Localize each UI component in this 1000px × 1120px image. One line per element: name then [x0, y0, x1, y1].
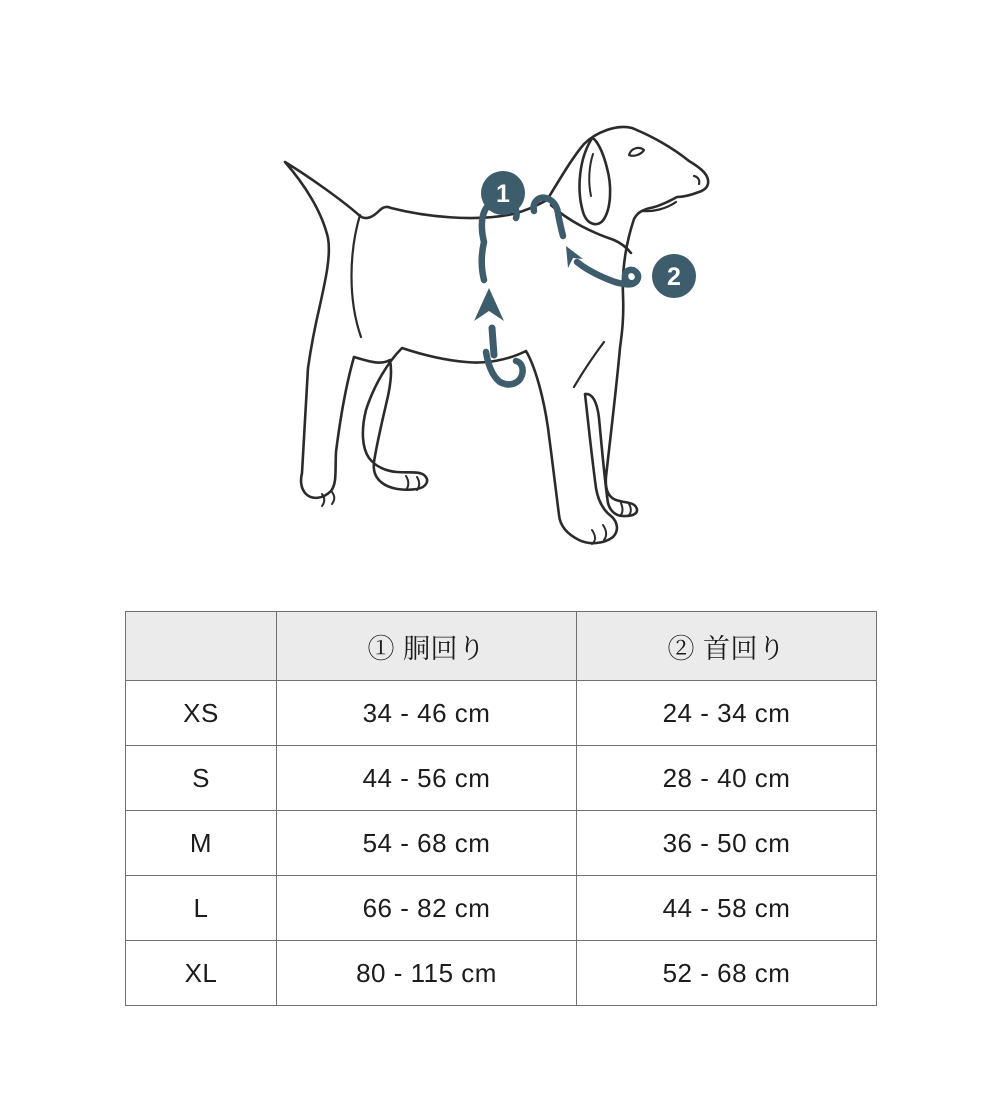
- neck-band-lower: [577, 262, 638, 284]
- neck-value: 52 - 68 cm: [577, 941, 877, 1006]
- header-size-cell: [126, 612, 277, 681]
- neck-value: 24 - 34 cm: [577, 681, 877, 746]
- table-row: [126, 681, 877, 746]
- girth-value: 54 - 68 cm: [277, 811, 577, 876]
- girth-arrow-up-icon: [474, 288, 504, 321]
- girth-value: 66 - 82 cm: [277, 876, 577, 941]
- header-neck-cell: ② 首回り: [577, 612, 877, 681]
- neck-value: 28 - 40 cm: [577, 746, 877, 811]
- table-row: [126, 941, 877, 1006]
- girth-arrow-shaft: [492, 328, 494, 355]
- girth-value: 44 - 56 cm: [277, 746, 577, 811]
- dog-thigh-line: [352, 215, 362, 337]
- dog-ear: [580, 139, 611, 225]
- paw-toe-lines: [322, 476, 631, 544]
- table-header-row: [126, 612, 877, 681]
- size-label: XL: [126, 941, 277, 1006]
- size-label: XS: [126, 681, 277, 746]
- measurement-badge-neck: [652, 254, 696, 298]
- dog-measurement-diagram: [270, 100, 740, 570]
- neck-value: 36 - 50 cm: [577, 811, 877, 876]
- measurement-badge-girth: [481, 171, 525, 215]
- size-label: S: [126, 746, 277, 811]
- table-row: [126, 746, 877, 811]
- header-girth-cell: ① 胴回り: [277, 612, 577, 681]
- dog-nostril: [694, 176, 699, 184]
- size-label: L: [126, 876, 277, 941]
- table-row: [126, 811, 877, 876]
- size-label: M: [126, 811, 277, 876]
- badge-number-2: 2: [667, 263, 681, 291]
- neck-value: 44 - 58 cm: [577, 876, 877, 941]
- table-row: [126, 876, 877, 941]
- size-chart-table: [125, 611, 877, 1006]
- badge-number-1: 1: [496, 180, 510, 208]
- dog-eye: [629, 148, 644, 156]
- neck-band-upper: [534, 198, 563, 236]
- girth-value: 34 - 46 cm: [277, 681, 577, 746]
- dog-elbow-line: [574, 342, 604, 387]
- girth-value: 80 - 115 cm: [277, 941, 577, 1006]
